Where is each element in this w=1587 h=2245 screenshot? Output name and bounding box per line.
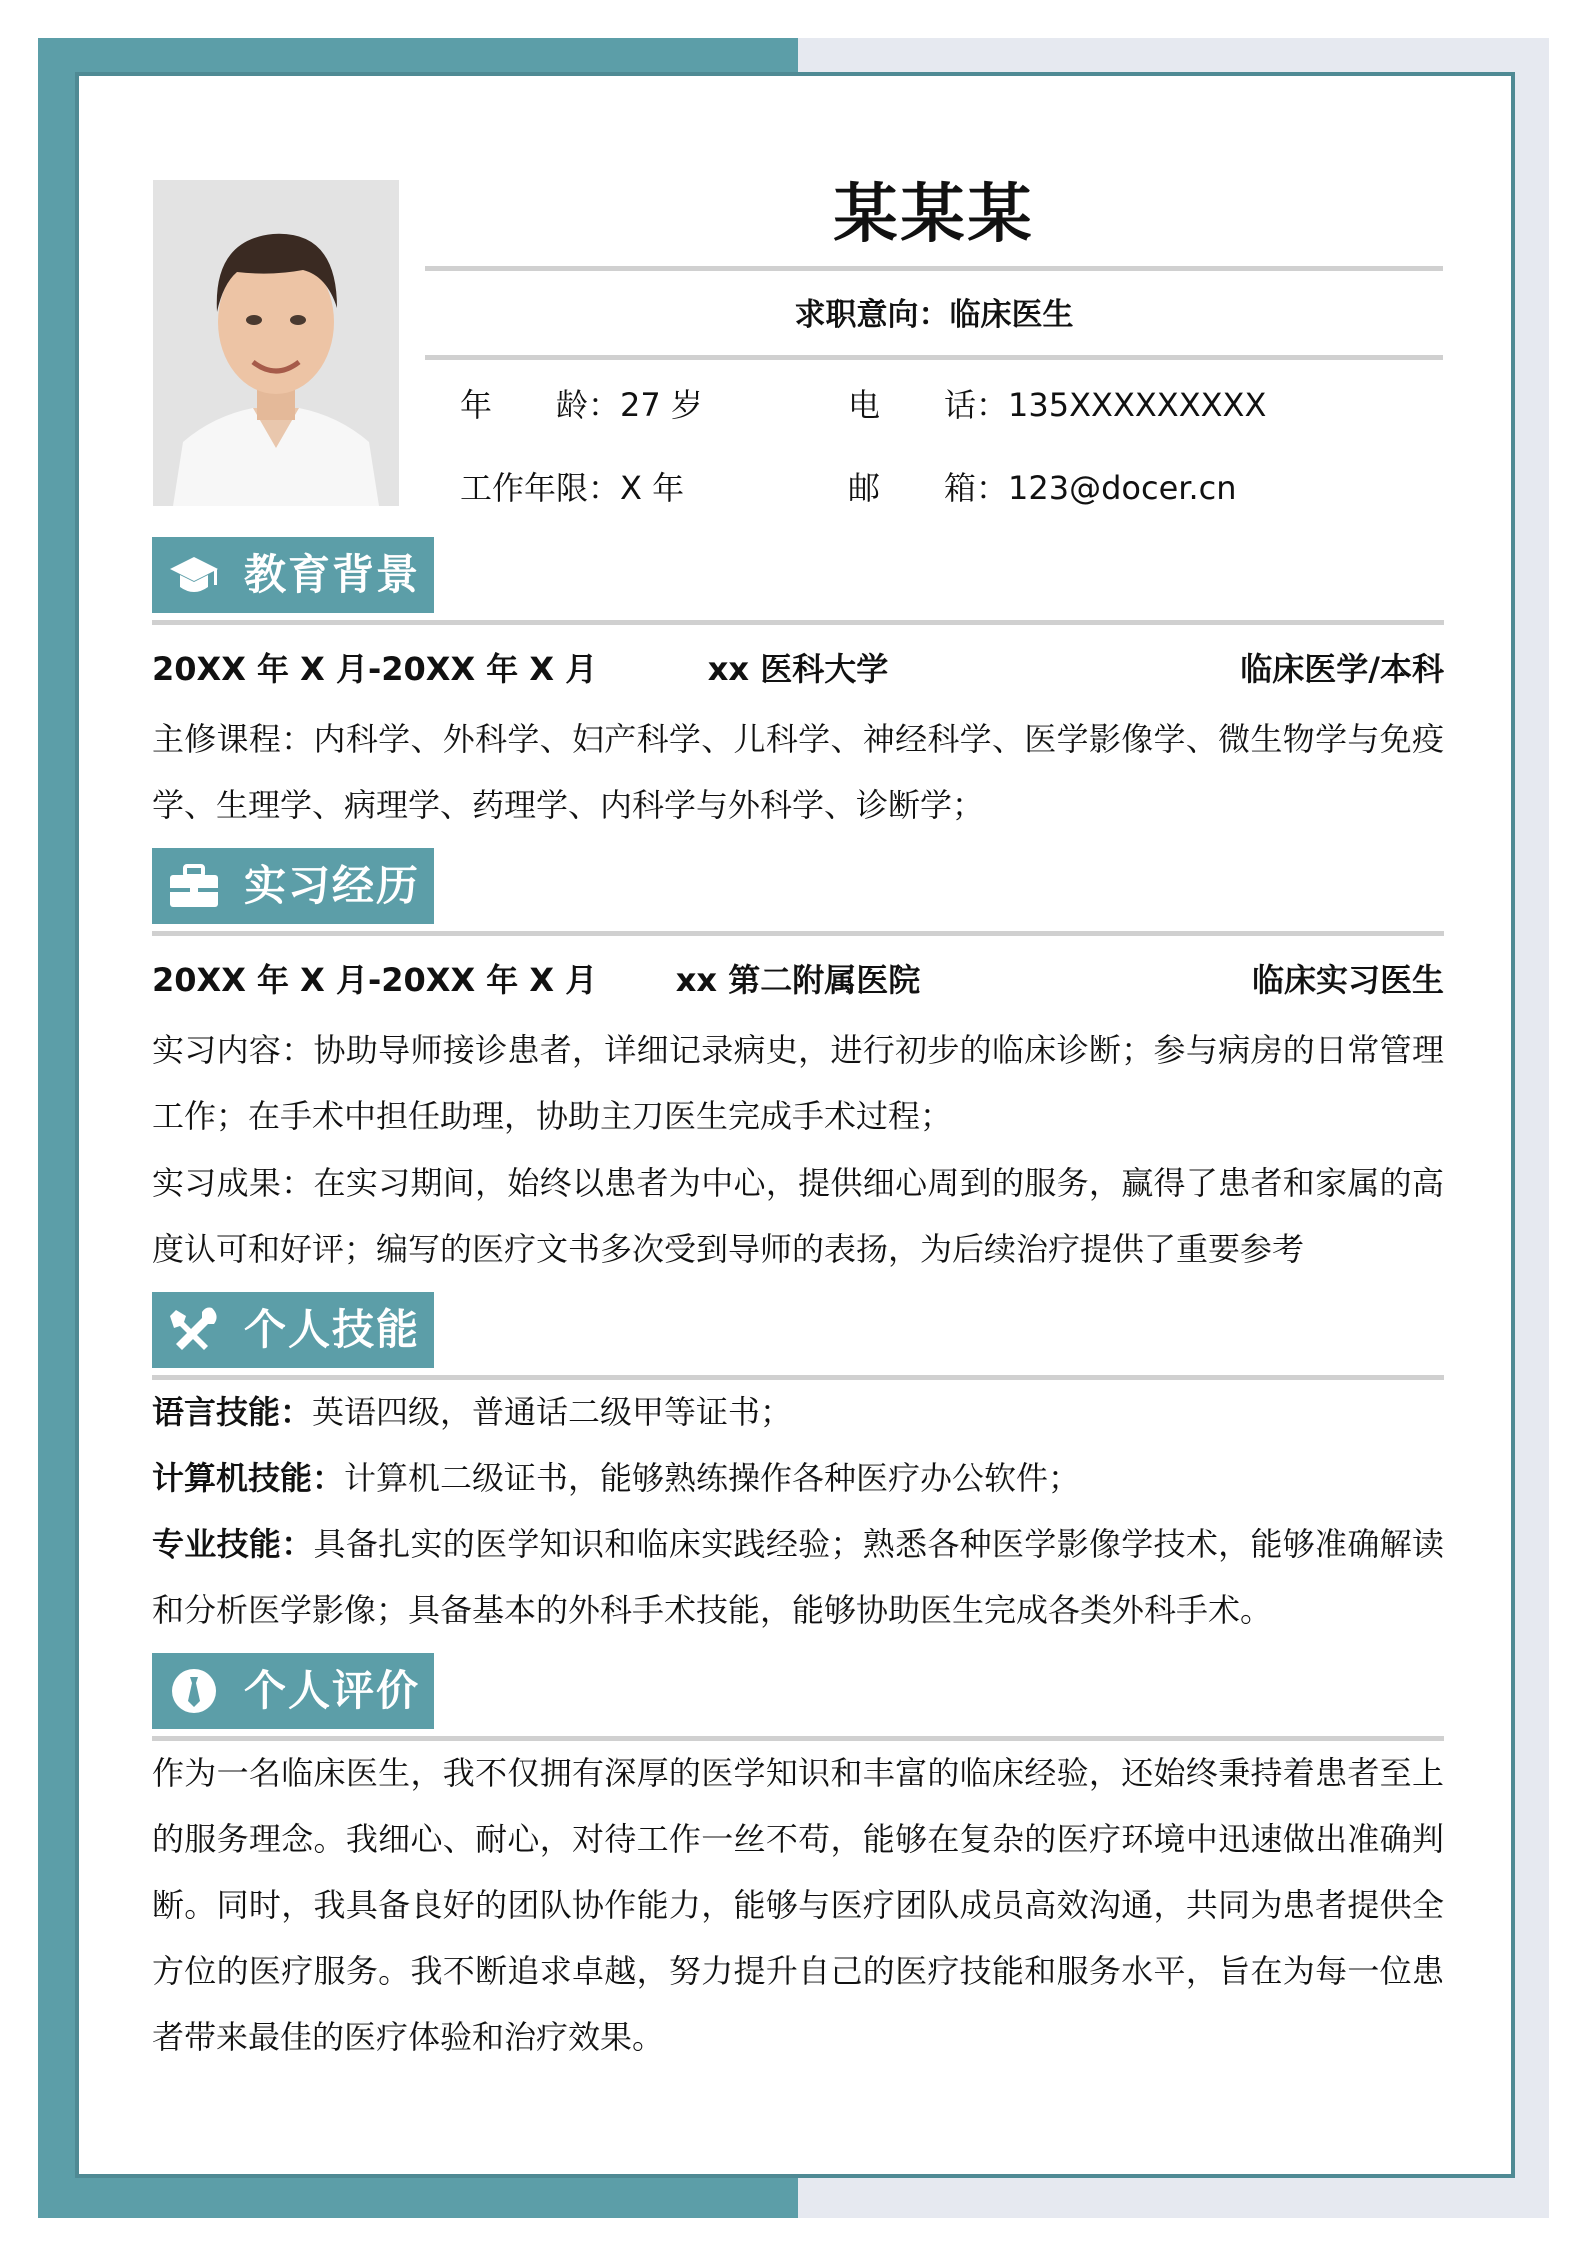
internship-result: 实习成果：在实习期间，始终以患者为中心，提供细心周到的服务，赢得了患者和家属的高度认可和好评；编写的医疗文书多次受到导师的表扬，为后续治疗提供了重要参考 xyxy=(152,1164,1444,1268)
skill-language-label: 语言技能： xyxy=(152,1393,313,1431)
work-years-info xyxy=(460,463,684,513)
education-school: xx 医科大学 xyxy=(707,650,889,688)
phone-info xyxy=(848,380,1266,430)
graduation-cap-icon xyxy=(168,551,220,599)
section-header-evaluation xyxy=(152,1653,434,1729)
section-title-skills: 个人技能 xyxy=(244,1305,421,1354)
section-header-education xyxy=(152,537,434,613)
email-value: 123@docer.cn xyxy=(1008,469,1237,507)
evaluation-text: 作为一名临床医生，我不仅拥有深厚的医学知识和丰富的临床经验，还始终秉持着患者至上的服务理念。我细心、耐心，对待工作一丝不苟，能够在复杂的医疗环境中迅速做出准确判断。同时，我具备良好的团队协作能力，能够与医疗团队成员高效沟通，共同为患者提供全方位的医疗服务。我不断追求卓越，努力提升自己的医疗技能和服务水平，旨在为每一位患者带来最佳的医疗体验和治疗效果。 xyxy=(152,1754,1444,2056)
age-label: 年 龄： xyxy=(460,386,621,424)
skill-professional-text: 具备扎实的医学知识和临床实践经验；熟悉各种医学影像学技术，能够准确解读和分析医学影像；具备基本的外科手术技能，能够协助医生完成各类外科手术。 xyxy=(152,1525,1444,1629)
section-title-internship: 实习经历 xyxy=(244,861,421,910)
skill-computer-text: 计算机二级证书，能够熟练操作各种医疗办公软件； xyxy=(344,1459,1081,1497)
skill-professional xyxy=(152,1511,1444,1643)
work-years-label: 工作年限： xyxy=(460,469,621,507)
job-intent: 求职意向：临床医生 xyxy=(794,297,1074,333)
header-divider-bottom xyxy=(425,355,1443,360)
education-period: 20XX 年 X 月-20XX 年 X 月 xyxy=(152,650,598,688)
tools-icon xyxy=(168,1306,220,1354)
phone-label: 电 话： xyxy=(848,386,1009,424)
applicant-name: 某某某 xyxy=(833,178,1035,252)
section-title-evaluation: 个人评价 xyxy=(244,1666,421,1715)
work-years-value: X 年 xyxy=(620,469,685,507)
skill-language-text: 英语四级，普通话二级甲等证书； xyxy=(312,1393,793,1431)
briefcase-icon xyxy=(168,862,220,910)
internship-period: 20XX 年 X 月-20XX 年 X 月 xyxy=(152,961,598,999)
phone-value: 135XXXXXXXXX xyxy=(1008,386,1267,424)
section-header-internship xyxy=(152,848,434,924)
section-rule-internship xyxy=(152,931,1444,936)
skill-computer xyxy=(152,1445,1444,1511)
section-title-education: 教育背景 xyxy=(244,550,421,599)
skill-language xyxy=(152,1379,1444,1445)
header-divider-top xyxy=(425,266,1443,271)
skill-professional-label: 专业技能： xyxy=(152,1525,314,1563)
age-info xyxy=(460,380,703,430)
internship-role: 临床实习医生 xyxy=(1251,961,1444,999)
section-header-skills xyxy=(152,1292,434,1368)
email-info xyxy=(848,463,1237,513)
education-courses: 主修课程：内科学、外科学、妇产科学、儿科学、神经科学、医学影像学、微生物学与免疫学、生理学、病理学、药理学、内科学与外科学、诊断学； xyxy=(152,720,1444,824)
profile-photo xyxy=(153,180,399,506)
internship-summary-row xyxy=(152,955,1444,1005)
internship-content: 实习内容：协助导师接诊患者，详细记录病史，进行初步的临床诊断；参与病房的日常管理工作；在手术中担任助理，协助主刀医生完成手术过程； xyxy=(152,1031,1444,1135)
section-rule-education xyxy=(152,620,1444,625)
email-label: 邮 箱： xyxy=(848,469,1009,507)
tie-icon xyxy=(168,1667,220,1715)
skill-computer-label: 计算机技能： xyxy=(152,1459,345,1497)
internship-hospital: xx 第二附属医院 xyxy=(675,961,921,999)
education-summary-row xyxy=(152,644,1444,694)
age-value: 27 岁 xyxy=(620,386,703,424)
education-degree: 临床医学/本科 xyxy=(1240,650,1444,688)
